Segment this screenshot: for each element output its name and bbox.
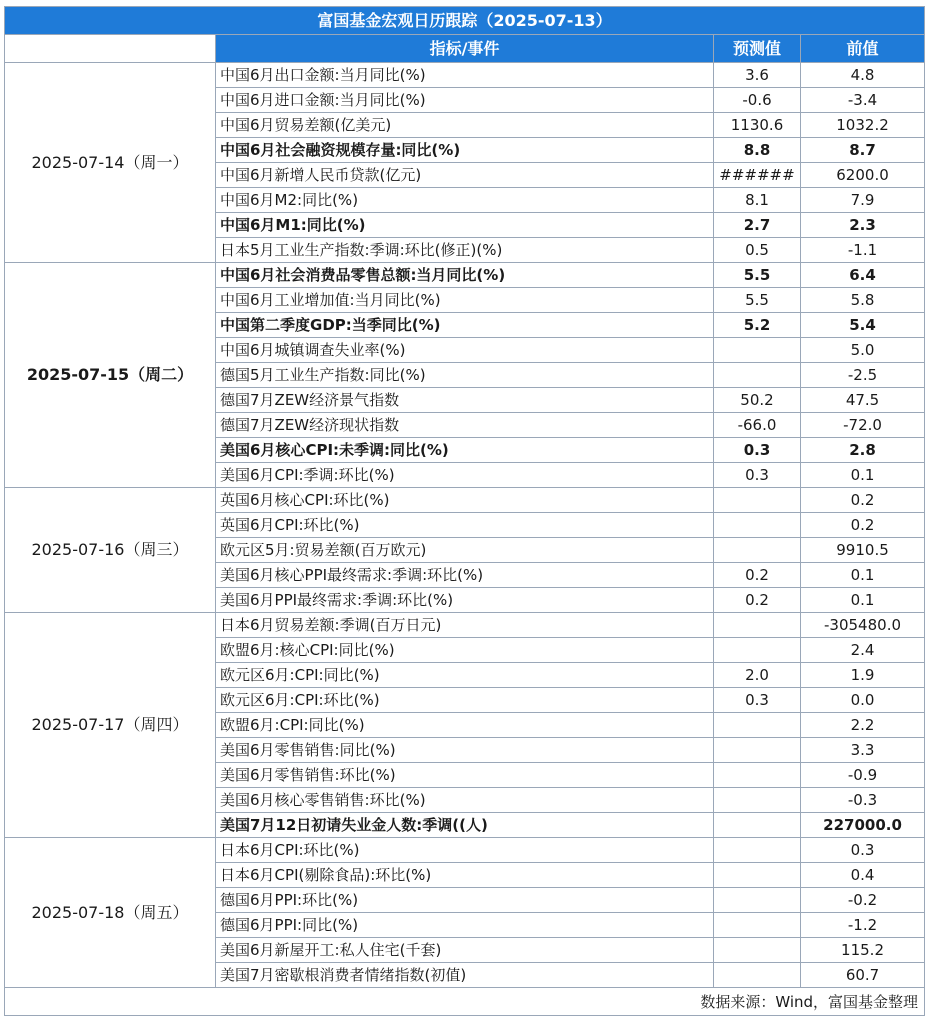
table-row	[5, 613, 925, 638]
date-cell: 2025-07-15（周二）	[5, 263, 216, 488]
previous-cell: -1.1	[801, 238, 925, 263]
indicator-cell: 英国6月CPI:环比(%)	[216, 513, 714, 538]
previous-cell: 9910.5	[801, 538, 925, 563]
indicator-cell: 中国6月社会消费品零售总额:当月同比(%)	[216, 263, 714, 288]
indicator-cell: 美国6月核心CPI:未季调:同比(%)	[216, 438, 714, 463]
forecast-cell	[714, 788, 801, 813]
previous-cell: 3.3	[801, 738, 925, 763]
table-row	[5, 488, 925, 513]
previous-cell: -1.2	[801, 913, 925, 938]
forecast-cell: ######	[714, 163, 801, 188]
forecast-cell	[714, 363, 801, 388]
indicator-cell: 欧元区6月:CPI:环比(%)	[216, 688, 714, 713]
forecast-cell: 0.3	[714, 463, 801, 488]
indicator-cell: 中国6月M1:同比(%)	[216, 213, 714, 238]
previous-cell: 0.1	[801, 588, 925, 613]
indicator-cell: 美国6月新屋开工:私人住宅(千套)	[216, 938, 714, 963]
previous-cell: 5.4	[801, 313, 925, 338]
forecast-cell: 0.2	[714, 588, 801, 613]
indicator-cell: 中国6月工业增加值:当月同比(%)	[216, 288, 714, 313]
previous-cell: 0.3	[801, 838, 925, 863]
indicator-cell: 美国6月PPI最终需求:季调:环比(%)	[216, 588, 714, 613]
forecast-cell	[714, 913, 801, 938]
previous-cell: 227000.0	[801, 813, 925, 838]
forecast-cell: 8.1	[714, 188, 801, 213]
calendar-table-wrapper	[4, 6, 924, 1016]
date-cell: 2025-07-14（周一）	[5, 63, 216, 263]
previous-cell: 1032.2	[801, 113, 925, 138]
indicator-cell: 日本6月贸易差额:季调(百万日元)	[216, 613, 714, 638]
indicator-cell: 欧盟6月:核心CPI:同比(%)	[216, 638, 714, 663]
forecast-cell: -66.0	[714, 413, 801, 438]
previous-cell: -0.2	[801, 888, 925, 913]
table-title: 富国基金宏观日历跟踪（2025-07-13）	[5, 7, 925, 35]
table-body	[5, 63, 925, 988]
previous-cell: 0.2	[801, 513, 925, 538]
indicator-cell: 美国7月密歇根消费者情绪指数(初值)	[216, 963, 714, 988]
forecast-cell: 0.2	[714, 563, 801, 588]
previous-cell: -0.3	[801, 788, 925, 813]
indicator-cell: 中国6月进口金额:当月同比(%)	[216, 88, 714, 113]
forecast-cell: 2.7	[714, 213, 801, 238]
previous-cell: -3.4	[801, 88, 925, 113]
indicator-cell: 美国6月核心零售销售:环比(%)	[216, 788, 714, 813]
indicator-cell: 德国6月PPI:环比(%)	[216, 888, 714, 913]
indicator-cell: 日本6月CPI:环比(%)	[216, 838, 714, 863]
data-source-note: 数据来源：Wind，富国基金整理	[5, 988, 925, 1016]
previous-cell: 6200.0	[801, 163, 925, 188]
forecast-cell: 5.5	[714, 263, 801, 288]
previous-cell: 1.9	[801, 663, 925, 688]
indicator-cell: 日本5月工业生产指数:季调:环比(修正)(%)	[216, 238, 714, 263]
previous-cell: 4.8	[801, 63, 925, 88]
indicator-cell: 中国6月出口金额:当月同比(%)	[216, 63, 714, 88]
forecast-cell: 0.5	[714, 238, 801, 263]
forecast-cell: 0.3	[714, 438, 801, 463]
previous-cell: 47.5	[801, 388, 925, 413]
forecast-cell: 5.2	[714, 313, 801, 338]
previous-cell: 7.9	[801, 188, 925, 213]
table-row	[5, 263, 925, 288]
forecast-cell	[714, 613, 801, 638]
forecast-cell	[714, 888, 801, 913]
indicator-cell: 美国6月CPI:季调:环比(%)	[216, 463, 714, 488]
forecast-cell: 3.6	[714, 63, 801, 88]
date-cell: 2025-07-17（周四）	[5, 613, 216, 838]
forecast-cell	[714, 338, 801, 363]
indicator-cell: 德国7月ZEW经济现状指数	[216, 413, 714, 438]
forecast-cell: 50.2	[714, 388, 801, 413]
forecast-cell: 0.3	[714, 688, 801, 713]
indicator-cell: 德国5月工业生产指数:同比(%)	[216, 363, 714, 388]
indicator-cell: 美国6月零售销售:环比(%)	[216, 763, 714, 788]
previous-cell: 60.7	[801, 963, 925, 988]
previous-cell: 0.1	[801, 563, 925, 588]
indicator-cell: 日本6月CPI(剔除食品):环比(%)	[216, 863, 714, 888]
previous-cell: -2.5	[801, 363, 925, 388]
previous-cell: 2.2	[801, 713, 925, 738]
previous-cell: -72.0	[801, 413, 925, 438]
previous-cell: 6.4	[801, 263, 925, 288]
forecast-cell	[714, 638, 801, 663]
previous-cell: 115.2	[801, 938, 925, 963]
previous-cell: 0.0	[801, 688, 925, 713]
previous-cell: 0.1	[801, 463, 925, 488]
date-column-header	[5, 35, 216, 63]
indicator-cell: 中国第二季度GDP:当季同比(%)	[216, 313, 714, 338]
previous-cell: 0.2	[801, 488, 925, 513]
previous-cell: 5.0	[801, 338, 925, 363]
previous-cell: 8.7	[801, 138, 925, 163]
previous-cell: 5.8	[801, 288, 925, 313]
table-row	[5, 838, 925, 863]
indicator-cell: 美国6月核心PPI最终需求:季调:环比(%)	[216, 563, 714, 588]
forecast-cell	[714, 738, 801, 763]
indicator-column-header: 指标/事件	[216, 35, 714, 63]
forecast-cell	[714, 838, 801, 863]
forecast-cell	[714, 863, 801, 888]
indicator-cell: 美国7月12日初请失业金人数:季调((人)	[216, 813, 714, 838]
previous-cell: 2.3	[801, 213, 925, 238]
forecast-cell: 2.0	[714, 663, 801, 688]
indicator-cell: 中国6月M2:同比(%)	[216, 188, 714, 213]
forecast-cell	[714, 963, 801, 988]
forecast-cell	[714, 938, 801, 963]
indicator-cell: 美国6月零售销售:同比(%)	[216, 738, 714, 763]
previous-cell: 0.4	[801, 863, 925, 888]
previous-column-header: 前值	[801, 35, 925, 63]
forecast-cell	[714, 488, 801, 513]
indicator-cell: 欧元区6月:CPI:同比(%)	[216, 663, 714, 688]
forecast-cell: 5.5	[714, 288, 801, 313]
indicator-cell: 中国6月贸易差额(亿美元)	[216, 113, 714, 138]
previous-cell: 2.8	[801, 438, 925, 463]
date-cell: 2025-07-18（周五）	[5, 838, 216, 988]
indicator-cell: 德国6月PPI:同比(%)	[216, 913, 714, 938]
forecast-cell	[714, 813, 801, 838]
forecast-cell	[714, 538, 801, 563]
indicator-cell: 欧元区5月:贸易差额(百万欧元)	[216, 538, 714, 563]
indicator-cell: 中国6月社会融资规模存量:同比(%)	[216, 138, 714, 163]
indicator-cell: 中国6月新增人民币贷款(亿元)	[216, 163, 714, 188]
indicator-cell: 欧盟6月:CPI:同比(%)	[216, 713, 714, 738]
previous-cell: -305480.0	[801, 613, 925, 638]
forecast-cell: 8.8	[714, 138, 801, 163]
forecast-cell	[714, 763, 801, 788]
indicator-cell: 英国6月核心CPI:环比(%)	[216, 488, 714, 513]
previous-cell: 2.4	[801, 638, 925, 663]
forecast-cell	[714, 513, 801, 538]
forecast-cell: -0.6	[714, 88, 801, 113]
macro-calendar-table	[4, 6, 925, 1016]
date-cell: 2025-07-16（周三）	[5, 488, 216, 613]
forecast-column-header: 预测值	[714, 35, 801, 63]
indicator-cell: 德国7月ZEW经济景气指数	[216, 388, 714, 413]
table-row	[5, 63, 925, 88]
previous-cell: -0.9	[801, 763, 925, 788]
forecast-cell	[714, 713, 801, 738]
indicator-cell: 中国6月城镇调查失业率(%)	[216, 338, 714, 363]
forecast-cell: 1130.6	[714, 113, 801, 138]
